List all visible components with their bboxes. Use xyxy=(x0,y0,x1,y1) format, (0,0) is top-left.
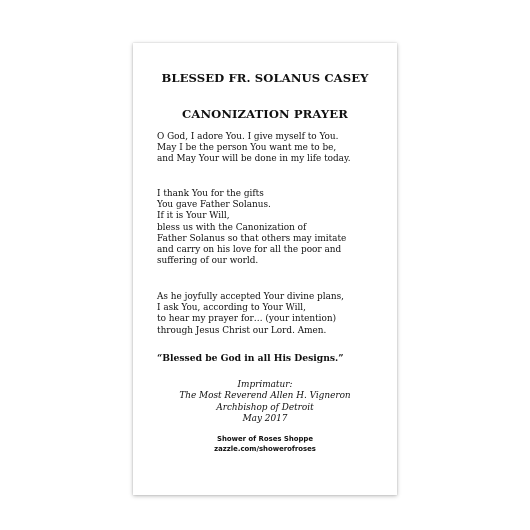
shop-credit xyxy=(133,434,397,454)
card-title: BLESSED FR. SOLANUS CASEY xyxy=(161,71,369,85)
imprimatur-name: The Most Reverend Allen H. Vigneron xyxy=(179,391,351,402)
blessing-quote: “Blessed be God in all His Designs.” xyxy=(157,353,344,364)
card-subtitle: CANONIZATION PRAYER xyxy=(182,107,348,121)
shop-url: zazzle.com/showerofroses xyxy=(214,445,316,453)
imprimatur-heading: Imprimatur: xyxy=(237,380,293,390)
prayer-card xyxy=(133,43,397,495)
imprimatur-role: Archbishop of Detroit xyxy=(216,402,314,413)
imprimatur-date: May 2017 xyxy=(242,414,288,425)
prayer-paragraph-2: I thank You for the gifts You gave Father Solanus. If it is Your Will, bless us with the Canonization of Father Solanus so that others may imitate and carry on his love for all the poor and suffering of our world. xyxy=(157,189,347,267)
prayer-paragraph-3: As he joyfully accepted Your divine plans, I ask You, according to Your Will, to hear my prayer for… (your intention) through Jesus Christ our Lord. Amen. xyxy=(157,292,344,336)
prayer-paragraph-1: O God, I adore You. I give myself to You. May I be the person You want me to be, and May Your will be done in my life today. xyxy=(157,132,351,165)
shop-name: Shower of Roses Shoppe xyxy=(216,435,314,443)
imprimatur-block xyxy=(133,380,397,426)
